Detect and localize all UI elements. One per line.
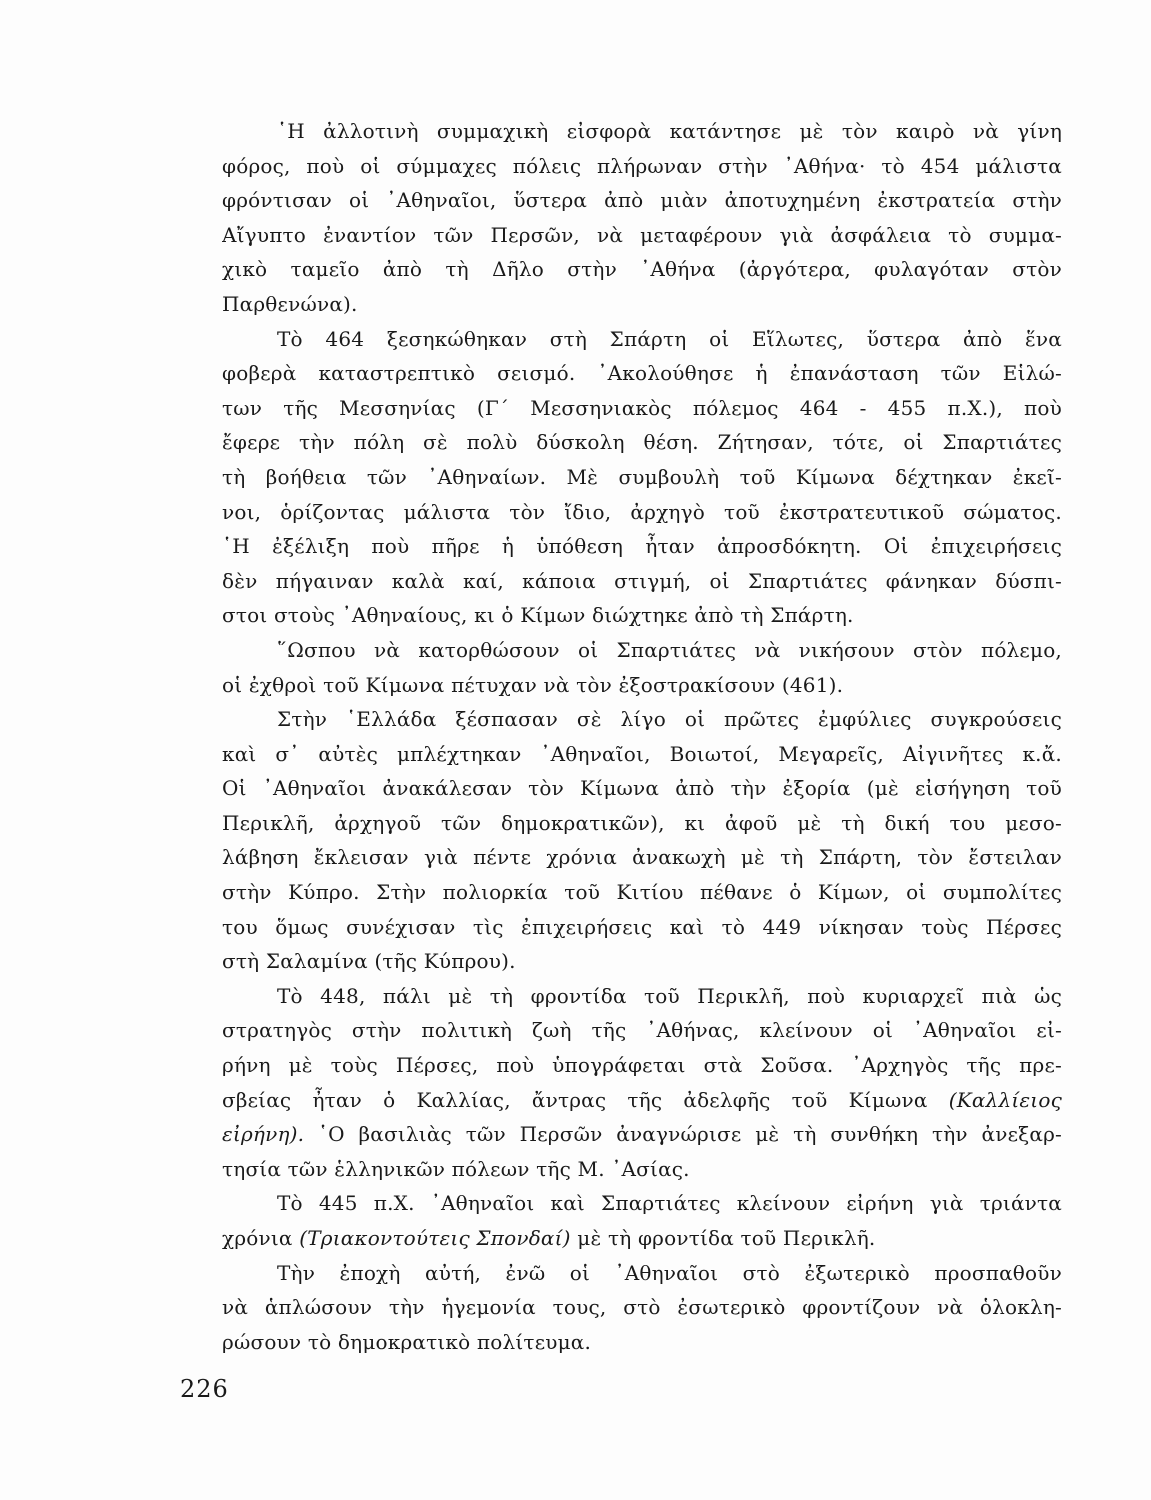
- line-text: Οἱ ᾿Αθηναῖοι ἀνακάλεσαν τὸν Κίμωνα ἀπὸ τὴν ἐξορία (μὲ εἰσήγηση τοῦ: [222, 776, 1062, 801]
- page-number: 226: [180, 1375, 229, 1403]
- line-text: στὴν Κύπρο. Στὴν πολιορκία τοῦ Κιτίου πέθανε ὁ Κίμων, οἱ συμπολίτες: [222, 880, 1062, 905]
- text-line: [222, 1290, 1062, 1325]
- line-text: φόρος, ποὺ οἱ σύμμαχες πόλεις πλήρωναν στὴν ᾿Αθήνα· τὸ 454 μάλιστα: [222, 153, 1062, 178]
- line-text: ρήνη μὲ τοὺς Πέρσες, ποὺ ὑπογράφεται στὰ Σοῦσα. ᾿Αρχηγὸς τῆς πρε-: [222, 1053, 1062, 1078]
- text-line: [222, 1256, 1062, 1291]
- text-line: [222, 702, 1062, 737]
- text-line: [222, 1186, 1062, 1221]
- text-line: [222, 771, 1062, 806]
- text-line: [222, 460, 1062, 495]
- line-text: Αἴγυπτο ἐναντίον τῶν Περσῶν, νὰ μεταφέρουν γιὰ ἀσφάλεια τὸ συμμα-: [222, 222, 1062, 247]
- text-line: [222, 322, 1062, 357]
- line-text: Στὴν ῾Ελλάδα ξέσπασαν σὲ λίγο οἱ πρῶτες ἐμφύλιες συγκρούσεις: [277, 707, 1062, 732]
- text-line: [222, 737, 1062, 772]
- line-text: τὴ βοήθεια τῶν ᾿Αθηναίων. Μὲ συμβουλὴ τοῦ Κίμωνα δέχτηκαν ἐκεῖ-: [222, 464, 1062, 489]
- text-line: [222, 114, 1062, 149]
- text-line: [222, 875, 1062, 910]
- line-text: νὰ ἁπλώσουν τὴν ἡγεμονία τους, στὸ ἐσωτερικὸ φροντίζουν νὰ ὁλοκλη-: [222, 1295, 1062, 1320]
- text-line: [222, 564, 1062, 599]
- line-text: Τὴν ἐποχὴ αὐτή, ἐνῶ οἱ ᾿Αθηναῖοι στὸ ἐξωτερικὸ προσπαθοῦν: [277, 1260, 1062, 1285]
- text-line: [222, 287, 1062, 322]
- line-text: ῾Η ἀλλοτινὴ συμμαχικὴ εἰσφορὰ κατάντησε μὲ τὸν καιρὸ νὰ γίνη: [277, 119, 1062, 143]
- text-line: [222, 979, 1062, 1014]
- text-line: [222, 1117, 1062, 1152]
- line-text: οἱ ἐχθροὶ τοῦ Κίμωνα πέτυχαν νὰ τὸν ἐξοστρακίσουν (461).: [222, 672, 844, 697]
- line-text: στρατηγὸς στὴν πολιτικὴ ζωὴ τῆς ᾿Αθήνας, κλείνουν οἱ ᾿Αθηναῖοι εἰ-: [222, 1018, 1062, 1043]
- line-text: καὶ σ᾿ αὐτὲς μπλέχτηκαν ᾿Αθηναῖοι, Βοιωτοί, Μεγαρεῖς, Αἰγινῆτες κ.ἄ.: [222, 741, 1062, 766]
- text-line: [222, 910, 1062, 945]
- text-line: [222, 1325, 1062, 1360]
- text-line: [222, 598, 1062, 633]
- line-text: νοι, ὁρίζοντας μάλιστα τὸν ἴδιο, ἀρχηγὸ τοῦ ἐκστρατευτικοῦ σώματος.: [222, 499, 1062, 524]
- line-text: φρόντισαν οἱ ᾿Αθηναῖοι, ὕστερα ἀπὸ μιὰν ἀποτυχημένη ἐκστρατεία στὴν: [222, 188, 1062, 213]
- line-text: Τὸ 445 π.Χ. ᾿Αθηναῖοι καὶ Σπαρτιάτες κλείνουν εἰρήνη γιὰ τριάντα: [277, 1191, 1062, 1216]
- text-line: [222, 529, 1062, 564]
- text-line: [222, 1152, 1062, 1187]
- line-text: Τὸ 464 ξεσηκώθηκαν στὴ Σπάρτη οἱ Εἵλωτες, ὕστερα ἀπὸ ἕνα: [277, 326, 1062, 351]
- text-line: [222, 391, 1062, 426]
- line-text-tail: μὲ τὴ φροντίδα τοῦ Περικλῆ.: [577, 1226, 876, 1250]
- text-line: [222, 840, 1062, 875]
- text-line: [222, 1013, 1062, 1048]
- line-text: χρόνια: [222, 1226, 293, 1250]
- line-text: Περικλῆ, ἀρχηγοῦ τῶν δημοκρατικῶν), κι ἀφοῦ μὲ τὴ δική του μεσο-: [222, 810, 1062, 835]
- text-line: [222, 252, 1062, 287]
- line-text: ῾Ο βασιλιὰς τῶν Περσῶν ἀναγνώρισε μὲ τὴ συνθήκη τὴν ἀνεξαρ-: [317, 1122, 1062, 1147]
- italic-text: εἰρήνη).: [222, 1122, 305, 1147]
- line-text: Τὸ 448, πάλι μὲ τὴ φροντίδα τοῦ Περικλῆ, ποὺ κυριαρχεῖ πιὰ ὡς: [277, 983, 1062, 1008]
- line-text: λάβηση ἔκλεισαν γιὰ πέντε χρόνια ἀνακωχὴ μὲ τὴ Σπάρτη, τὸν ἔστειλαν: [222, 845, 1062, 870]
- text-line: [222, 495, 1062, 530]
- text-line: [222, 218, 1062, 253]
- text-line: [222, 425, 1062, 460]
- text-line: [222, 356, 1062, 391]
- line-text: χικὸ ταμεῖο ἀπὸ τὴ Δῆλο στὴν ᾿Αθήνα (ἀργότερα, φυλαγόταν στὸν: [222, 257, 1062, 282]
- line-text: ρώσουν τὸ δημοκρατικὸ πολίτευμα.: [222, 1329, 592, 1354]
- line-text: των τῆς Μεσσηνίας (Γ΄ Μεσσηνιακὸς πόλεμος 464 - 455 π.Χ.), ποὺ: [222, 395, 1062, 420]
- text-line: [222, 1083, 1062, 1118]
- text-line: [222, 1048, 1062, 1083]
- line-text: ἔφερε τὴν πόλη σὲ πολὺ δύσκολη θέση. Ζήτησαν, τότε, οἱ Σπαρτιάτες: [222, 430, 1062, 455]
- text-line: [222, 149, 1062, 184]
- line-text: του ὅμως συνέχισαν τὶς ἐπιχειρήσεις καὶ τὸ 449 νίκησαν τοὺς Πέρσες: [222, 914, 1062, 939]
- text-line: [222, 806, 1062, 841]
- line-text: ῞Ωσπου νὰ κατορθώσουν οἱ Σπαρτιάτες νὰ νικήσουν στὸν πόλεμο,: [277, 637, 1062, 662]
- italic-text: (Καλλίειος: [948, 1087, 1062, 1112]
- line-text: δὲν πήγαιναν καλὰ καί, κάποια στιγμή, οἱ Σπαρτιάτες φάνηκαν δύσπι-: [222, 568, 1062, 593]
- line-text: σβείας ἦταν ὁ Καλλίας, ἄντρας τῆς ἀδελφῆς τοῦ Κίμωνα: [222, 1087, 928, 1112]
- line-text: τησία τῶν ἑλληνικῶν πόλεων τῆς Μ. ᾿Ασίας.: [222, 1156, 690, 1181]
- text-line: [222, 183, 1062, 218]
- line-text: φοβερὰ καταστρεπτικὸ σεισμό. ᾿Ακολούθησε ἡ ἐπανάσταση τῶν Εἱλώ-: [222, 361, 1062, 386]
- line-text: στοι στοὺς ᾿Αθηναίους, κι ὁ Κίμων διώχτηκε ἀπὸ τὴ Σπάρτη.: [222, 603, 854, 628]
- text-line: [222, 944, 1062, 979]
- line-text: ῾Η ἐξέλιξη ποὺ πῆρε ἡ ὑπόθεση ἦταν ἀπροσδόκητη. Οἱ ἐπιχειρήσεις: [222, 534, 1062, 559]
- text-line: [222, 1221, 1062, 1256]
- line-text: Παρθενώνα).: [222, 291, 358, 316]
- text-line: [222, 668, 1062, 703]
- text-line: [222, 633, 1062, 668]
- line-text: στὴ Σαλαμίνα (τῆς Κύπρου).: [222, 949, 516, 974]
- body-text: [222, 114, 1062, 1359]
- italic-text: (Τριακοντούτεις Σπονδαί): [299, 1226, 571, 1250]
